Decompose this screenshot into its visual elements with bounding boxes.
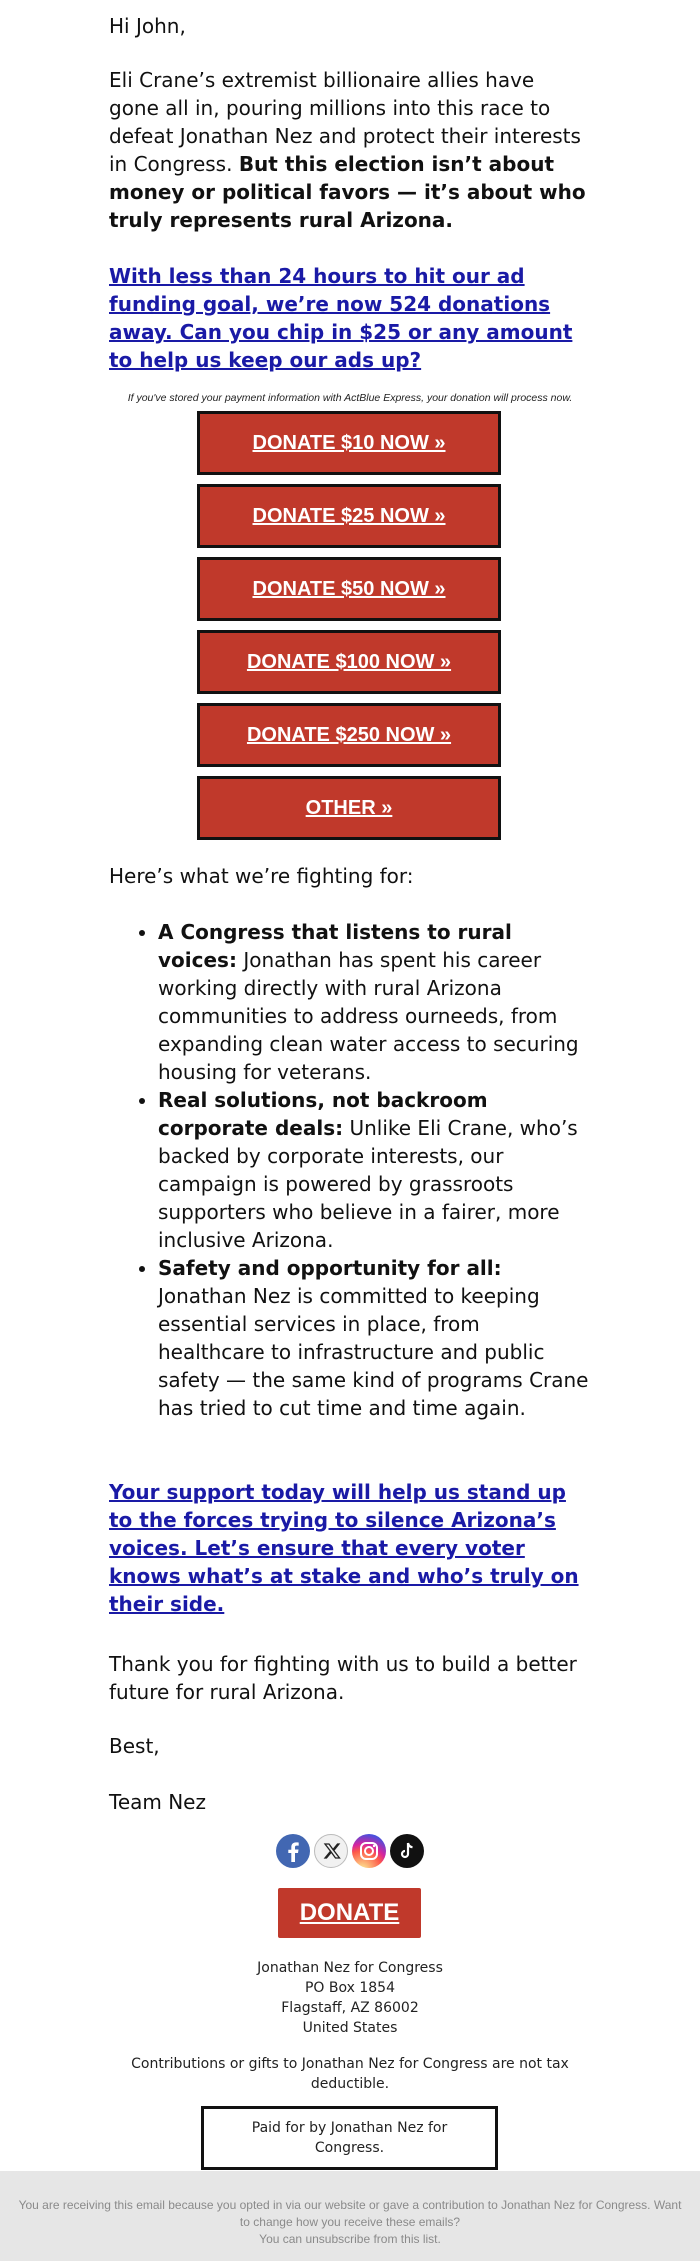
greeting: Hi John,	[109, 14, 186, 38]
address-line2: Flagstaff, AZ 86002	[281, 2000, 419, 2016]
donate-other-button[interactable]: OTHER »	[197, 776, 501, 840]
facebook-icon[interactable]	[276, 1834, 310, 1868]
footer-notice: You are receiving this email because you opted in via our website or gave a contribution to Jonathan Nez for Congress. Want to change how you receive these emails?	[18, 2198, 682, 2229]
cta-link-bottom[interactable]: Your support today will help us stand up to the forces trying to silence Arizona’s voices. Let’s ensure that every voter knows what’s at stake and who’s truly on their side.	[109, 1480, 579, 1616]
cta-paragraph-bottom	[109, 1478, 589, 1618]
intro-bold-text: But this election isn’t about money or political favors — it’s about who truly represents rural Arizona.	[109, 152, 586, 232]
list-item-title: Safety and opportunity for all:	[158, 1256, 502, 1280]
address-line1: PO Box 1854	[304, 1980, 395, 1996]
footer	[0, 2171, 700, 2261]
x-icon[interactable]	[314, 1834, 348, 1868]
donate-25-button[interactable]: DONATE $25 NOW »	[197, 484, 501, 548]
fight-list	[109, 918, 589, 1422]
tax-note: Contributions or gifts to Jonathan Nez for Congress are not tax deductible.	[131, 2056, 569, 2092]
list-item-text: Unlike Eli Crane, who’s backed by corporate interests, our campaign is powered by grassroots supporters who believe in a fairer, more inclusive Arizona.	[158, 1116, 578, 1252]
fight-heading: Here’s what we’re fighting for:	[109, 864, 414, 888]
donate-main-button[interactable]: DONATE	[278, 1888, 421, 1938]
list-item	[158, 1254, 589, 1422]
paid-for-box: Paid for by Jonathan Nez for Congress.	[201, 2106, 498, 2170]
address-org: Jonathan Nez for Congress	[257, 1960, 443, 1976]
cta-link-top[interactable]: With less than 24 hours to hit our ad funding goal, we’re now 524 donations away. Can you chip in $25 or any amount to help us keep our ads up?	[109, 264, 573, 372]
list-item	[158, 1086, 589, 1254]
list-item-text: Jonathan Nez is committed to keeping essential services in place, from healthcare to infrastructure and public safety — the same kind of programs Crane has tried to cut time and time again.	[158, 1284, 589, 1420]
intro-text: Eli Crane’s extremist billionaire allies have gone all in, pouring millions into this race to defeat Jonathan Nez and protect their interests in Congress.	[109, 68, 581, 176]
donate-100-button[interactable]: DONATE $100 NOW »	[197, 630, 501, 694]
instagram-icon[interactable]	[352, 1834, 386, 1868]
unsubscribe-link[interactable]: You can unsubscribe from this list.	[259, 2232, 441, 2246]
donate-50-button[interactable]: DONATE $50 NOW »	[197, 557, 501, 621]
address-country: United States	[302, 2020, 398, 2036]
donate-250-button[interactable]: DONATE $250 NOW »	[197, 703, 501, 767]
list-item-text: Jonathan has spent his career working directly with rural Arizona communities to address ourneeds, from expanding clean water access to securing housing for veterans.	[158, 948, 579, 1084]
list-item-title: Real solutions, not backroom corporate deals:	[158, 1088, 488, 1140]
sign-off: Best,	[109, 1734, 160, 1758]
tiktok-icon[interactable]	[390, 1834, 424, 1868]
footer-text	[0, 2197, 700, 2248]
social-links	[0, 1834, 700, 1868]
cta-paragraph-top	[109, 262, 589, 374]
signature: Team Nez	[109, 1790, 206, 1814]
thanks-paragraph: Thank you for fighting with us to build a better future for rural Arizona.	[109, 1652, 577, 1704]
intro-paragraph	[109, 66, 589, 234]
donate-10-button[interactable]: DONATE $10 NOW »	[197, 411, 501, 475]
list-item-title: A Congress that listens to rural voices:	[158, 920, 512, 972]
mailing-address	[0, 1958, 700, 2038]
actblue-disclaimer: If you've stored your payment information with ActBlue Express, your donation will process now.	[127, 392, 573, 404]
list-item	[158, 918, 589, 1086]
